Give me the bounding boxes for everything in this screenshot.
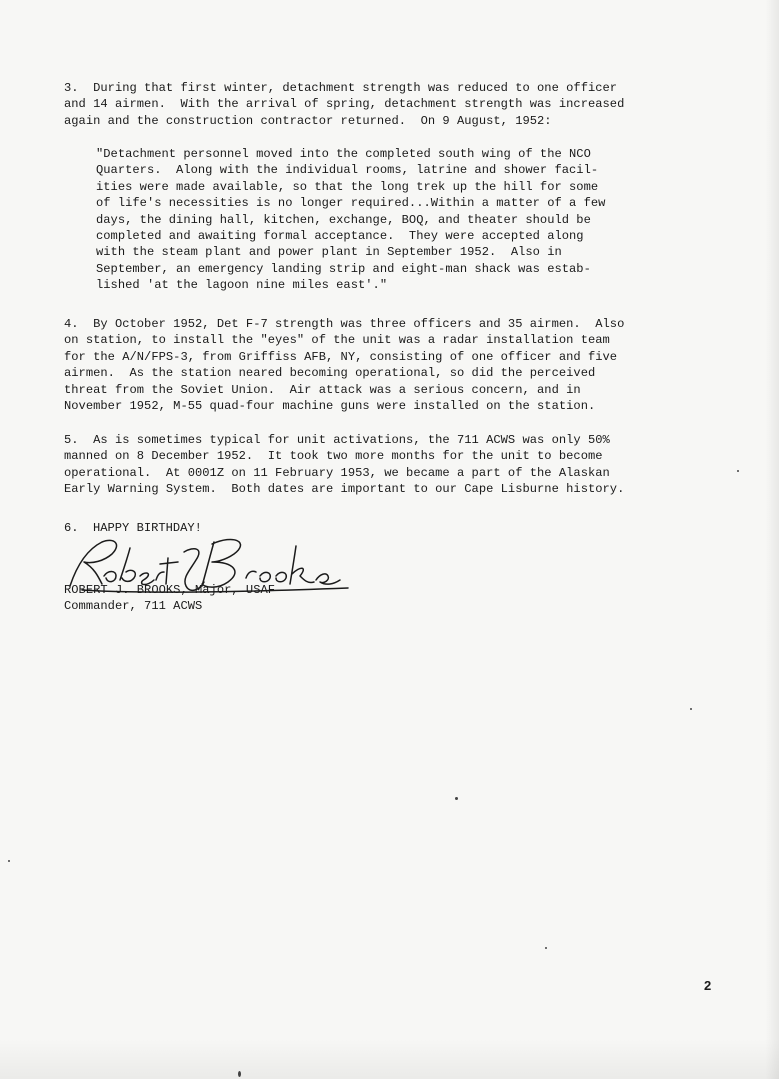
paragraph-4-line: for the A/N/FPS-3, from Griffiss AFB, NY, consisting of one officer and five — [64, 349, 618, 364]
paragraph-6: 6. HAPPY BIRTHDAY! — [64, 521, 202, 535]
signer-details — [64, 582, 275, 615]
paragraph-5-line: 5. As is sometimes typical for unit activations, the 711 ACWS was only 50% — [64, 433, 610, 447]
quote-line: completed and awaiting formal acceptance. They were accepted along — [96, 229, 584, 244]
scan-speck — [455, 797, 458, 800]
paragraph-5-line: manned on 8 December 1952. It took two more months for the unit to become — [64, 449, 603, 464]
signature-block — [64, 520, 424, 614]
paragraph-5-line: Early Warning System. Both dates are important to our Cape Lisburne history. — [64, 482, 625, 497]
paragraph-5 — [64, 432, 714, 498]
quote-line: "Detachment personnel moved into the completed south wing of the NCO — [96, 147, 591, 161]
quote-line: September, an emergency landing strip and eight-man shack was estab- — [96, 261, 591, 276]
scan-speck — [737, 470, 739, 472]
quoted-passage — [96, 146, 696, 294]
page-number: 2 — [704, 978, 712, 993]
paragraph-3-line: and 14 airmen. With the arrival of spring, detachment strength was increased — [64, 97, 625, 112]
paragraph-4-line: November 1952, M-55 quad-four machine guns were installed on the station. — [64, 399, 596, 414]
quote-line: of life's necessities is no longer required...Within a matter of a few — [96, 196, 606, 211]
quote-line: Quarters. Along with the individual rooms, latrine and shower facil- — [96, 163, 599, 178]
paragraph-5-line: operational. At 0001Z on 11 February 1953, we became a part of the Alaskan — [64, 465, 610, 480]
paragraph-4-line: on station, to install the "eyes" of the unit was a radar installation team — [64, 333, 610, 348]
paragraph-3-line: 3. During that first winter, detachment strength was reduced to one officer — [64, 81, 618, 95]
quote-line: ities were made available, so that the long trek up the hill for some — [96, 179, 599, 194]
quote-line: days, the dining hall, kitchen, exchange, BOQ, and theater should be — [96, 212, 591, 227]
paragraph-4-line: threat from the Soviet Union. Air attack was a serious concern, and in — [64, 382, 581, 397]
quote-line: lished 'at the lagoon nine miles east'." — [96, 278, 388, 293]
paragraph-3-line: again and the construction contractor returned. On 9 August, 1952: — [64, 113, 552, 128]
scan-edge-shadow — [765, 0, 779, 1079]
quote-line: with the steam plant and power plant in September 1952. Also in — [96, 245, 562, 260]
signer-name: ROBERT J. BROOKS, Major, USAF — [64, 583, 276, 597]
scan-speck — [8, 860, 10, 862]
scan-speck — [690, 708, 692, 710]
paragraph-4-line: 4. By October 1952, Det F-7 strength was three officers and 35 airmen. Also — [64, 317, 625, 331]
scan-speck — [545, 947, 547, 949]
paragraph-3 — [64, 80, 714, 129]
paragraph-4-line: airmen. As the station neared becoming operational, so did the perceived — [64, 366, 596, 381]
signer-title: Commander, 711 ACWS — [64, 599, 203, 614]
paragraph-4 — [64, 316, 714, 414]
scan-bottom-shadow — [0, 1039, 779, 1079]
